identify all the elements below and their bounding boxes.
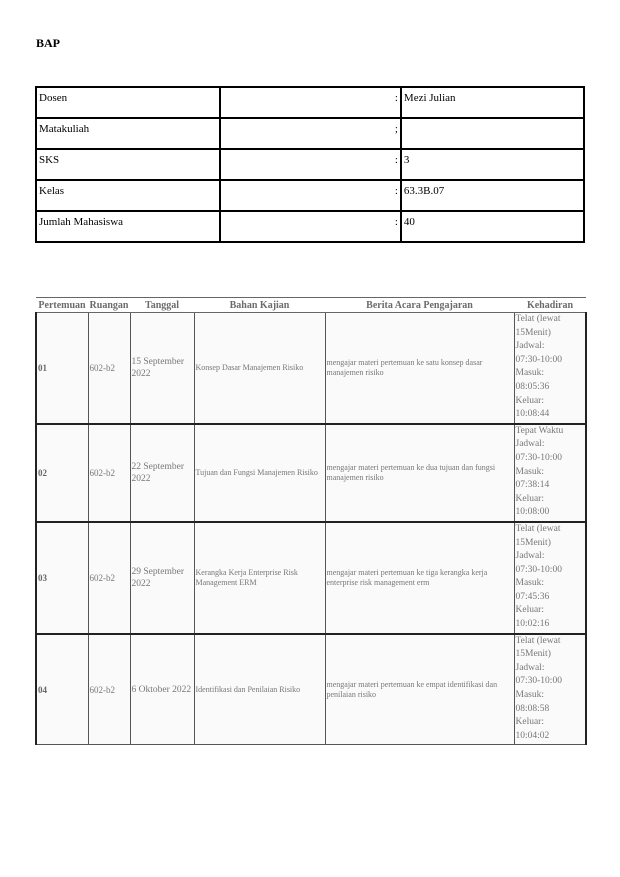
cell-berita-acara: mengajar materi pertemuan ke dua tujuan dan fungsi manajemen risiko (325, 424, 514, 522)
kehadiran-line: 08:08:58 (515, 703, 550, 714)
kehadiran-line: Keluar: (515, 493, 544, 504)
page-title: BAP (36, 36, 60, 50)
cell-pertemuan: 04 (36, 634, 88, 745)
kehadiran-line: Jadwal: (515, 551, 545, 562)
cell-ruangan: 602-b2 (88, 522, 130, 634)
info-colon: : (220, 211, 401, 242)
info-row-kelas (36, 180, 584, 211)
kehadiran-line: Masuk: (515, 368, 544, 379)
cell-kehadiran (514, 522, 586, 634)
table-row (36, 313, 586, 424)
kehadiran-line: 07:30-10:00 (515, 452, 562, 463)
kehadiran-line: Tepat Waktu (515, 425, 564, 436)
info-label: Dosen (36, 87, 220, 118)
table-row (36, 424, 586, 522)
col-header-pertemuan: Pertemuan (36, 298, 88, 313)
info-colon: : (220, 87, 401, 118)
cell-tanggal: 22 September 2022 (130, 424, 194, 522)
cell-ruangan: 602-b2 (88, 313, 130, 424)
kehadiran-line: 10:08:00 (515, 507, 550, 518)
cell-ruangan: 602-b2 (88, 634, 130, 745)
kehadiran-line: 15Menit) (515, 649, 551, 660)
table-row (36, 634, 586, 745)
cell-bahan-kajian: Tujuan dan Fungsi Manajemen Risiko (194, 424, 325, 522)
kehadiran-line: 08:05:36 (515, 381, 550, 392)
info-label: SKS (36, 149, 220, 180)
cell-kehadiran (514, 634, 586, 745)
info-value (401, 118, 584, 149)
cell-berita-acara: mengajar materi pertemuan ke satu konsep dasar manajemen risiko (325, 313, 514, 424)
kehadiran-line: 15Menit) (515, 537, 551, 548)
info-row-dosen (36, 87, 584, 118)
cell-tanggal: 29 September 2022 (130, 522, 194, 634)
kehadiran-line: Masuk: (515, 690, 544, 701)
kehadiran-line: 07:45:36 (515, 591, 550, 602)
kehadiran-line: Masuk: (515, 578, 544, 589)
cell-bahan-kajian: Kerangka Kerja Enterprise Risk Management ERM (194, 522, 325, 634)
col-header-berita-acara: Berita Acara Pengajaran (325, 298, 514, 313)
kehadiran-line: Keluar: (515, 395, 544, 406)
teaching-log-table (35, 297, 587, 745)
col-header-bahan-kajian: Bahan Kajian (194, 298, 325, 313)
info-value: 3 (401, 149, 584, 180)
kehadiran-line: 15Menit) (515, 327, 551, 338)
kehadiran-line: Jadwal: (515, 341, 545, 352)
cell-berita-acara: mengajar materi pertemuan ke empat identifikasi dan penilaian risiko (325, 634, 514, 745)
info-colon: : (220, 180, 401, 211)
cell-kehadiran (514, 424, 586, 522)
cell-pertemuan: 02 (36, 424, 88, 522)
info-row-matakuliah (36, 118, 584, 149)
info-label: Kelas (36, 180, 220, 211)
cell-tanggal: 15 September 2022 (130, 313, 194, 424)
kehadiran-line: Jadwal: (515, 662, 545, 673)
col-header-tanggal: Tanggal (130, 298, 194, 313)
info-colon: : (220, 149, 401, 180)
kehadiran-line: Jadwal: (515, 439, 545, 450)
kehadiran-line: 07:30-10:00 (515, 564, 562, 575)
info-row-sks (36, 149, 584, 180)
course-info-table (35, 86, 585, 243)
cell-pertemuan: 01 (36, 313, 88, 424)
kehadiran-line: 07:30-10:00 (515, 354, 562, 365)
kehadiran-line: Keluar: (515, 605, 544, 616)
table-row (36, 522, 586, 634)
col-header-ruangan: Ruangan (89, 299, 129, 311)
info-value: Mezi Julian (401, 87, 584, 118)
kehadiran-line: 10:02:16 (515, 619, 550, 630)
kehadiran-line: 07:38:14 (515, 480, 550, 491)
kehadiran-line: 07:30-10:00 (515, 676, 562, 687)
kehadiran-line: 10:08:44 (515, 409, 550, 420)
cell-bahan-kajian: Konsep Dasar Manajemen Risiko (194, 313, 325, 424)
cell-bahan-kajian: Identifikasi dan Penilaian Risiko (194, 634, 325, 745)
kehadiran-line: Masuk: (515, 466, 544, 477)
kehadiran-line: Telat (lewat (515, 635, 561, 646)
cell-kehadiran (514, 313, 586, 424)
info-label: Jumlah Mahasiswa (36, 211, 220, 242)
kehadiran-line: Telat (lewat (515, 314, 561, 324)
kehadiran-line: Telat (lewat (515, 523, 561, 534)
cell-ruangan: 602-b2 (88, 424, 130, 522)
kehadiran-line: Keluar: (515, 717, 544, 728)
table-header-row (36, 298, 586, 313)
info-colon: ; (220, 118, 401, 149)
info-value: 40 (401, 211, 584, 242)
info-label: Matakuliah (36, 118, 220, 149)
info-value: 63.3B.07 (401, 180, 584, 211)
col-header-kehadiran: Kehadiran (514, 298, 586, 313)
info-row-jumlah-mahasiswa (36, 211, 584, 242)
cell-berita-acara: mengajar materi pertemuan ke tiga kerangka kerja enterprise risk management erm (325, 522, 514, 634)
cell-tanggal: 6 Oktober 2022 (130, 634, 194, 745)
cell-pertemuan: 03 (36, 522, 88, 634)
kehadiran-line: 10:04:02 (515, 730, 550, 741)
